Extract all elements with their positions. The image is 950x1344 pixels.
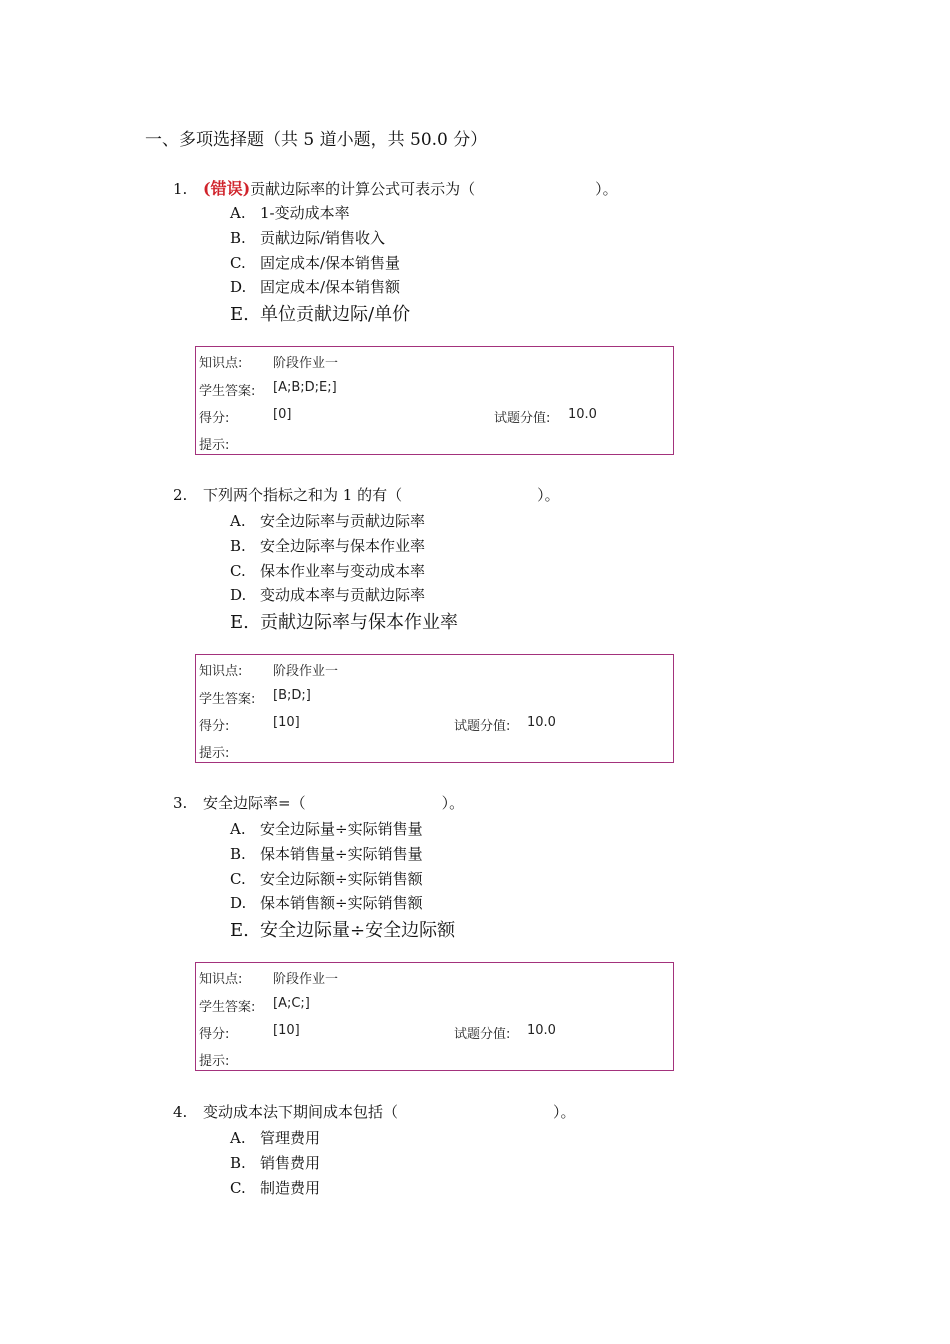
- hint-label: 提示:: [199, 438, 230, 453]
- option-a: A. 安全边际率与贡献边际率: [230, 512, 426, 530]
- option-a: A. 安全边际量÷实际销售量: [230, 820, 423, 838]
- option-e: E. 安全边际量÷安全边际额: [230, 920, 456, 941]
- question-number: 1.: [173, 180, 188, 198]
- question-text: 贡献边际率的计算公式可表示为（: [250, 180, 476, 198]
- option-d: D. 变动成本率与贡献边际率: [230, 586, 426, 604]
- item-score-value: 10.0: [527, 1023, 556, 1038]
- student-answer-label: 学生答案:: [199, 1000, 256, 1015]
- score-value: [10]: [273, 1023, 300, 1038]
- question-end: ）。: [537, 486, 560, 504]
- option-d: D. 保本销售额÷实际销售额: [230, 894, 423, 912]
- question-number: 3.: [173, 794, 188, 812]
- section-title: 一、多项选择题（共 5 道小题，共 50.0 分）: [145, 130, 488, 150]
- knowledge-value: 阶段作业一: [273, 356, 339, 371]
- info-box: [195, 962, 674, 1071]
- knowledge-label: 知识点:: [199, 356, 243, 371]
- option-c: C. 固定成本/保本销售量: [230, 254, 401, 272]
- item-score-value: 10.0: [527, 715, 556, 730]
- question-number: 4.: [173, 1103, 188, 1121]
- option-c: C. 安全边际额÷实际销售额: [230, 870, 423, 888]
- question-3: [173, 792, 464, 813]
- score-value: [10]: [273, 715, 300, 730]
- option-b: B. 贡献边际/销售收入: [230, 229, 386, 247]
- option-e: E. 贡献边际率与保本作业率: [230, 612, 458, 633]
- hint-label: 提示:: [199, 1054, 230, 1069]
- knowledge-label: 知识点:: [199, 664, 243, 679]
- option-b: B. 保本销售量÷实际销售量: [230, 845, 423, 863]
- question-1: [173, 176, 618, 199]
- option-c: C. 保本作业率与变动成本率: [230, 562, 426, 580]
- student-answer-value: [A;C;]: [273, 996, 310, 1011]
- hint-label: 提示:: [199, 746, 230, 761]
- info-box: [195, 654, 674, 763]
- question-number: 2.: [173, 486, 188, 504]
- score-label: 得分:: [199, 411, 230, 426]
- info-box: [195, 346, 674, 455]
- student-answer-label: 学生答案:: [199, 384, 256, 399]
- option-a: A. 1-变动成本率: [230, 204, 350, 222]
- option-c: C. 制造费用: [230, 1179, 321, 1197]
- question-end: ）。: [441, 794, 465, 812]
- question-end: ）。: [553, 1103, 576, 1121]
- question-end: ）。: [595, 180, 618, 198]
- option-b: B. 安全边际率与保本作业率: [230, 537, 426, 555]
- student-answer-value: [A;B;D;E;]: [273, 380, 337, 395]
- score-label: 得分:: [199, 719, 230, 734]
- item-score-label: 试题分值:: [454, 719, 511, 734]
- wrong-tag: (错误): [203, 179, 251, 198]
- student-answer-label: 学生答案:: [199, 692, 256, 707]
- item-score-label: 试题分值:: [494, 411, 551, 426]
- option-e: E. 单位贡献边际/单价: [230, 304, 411, 325]
- question-4: [173, 1101, 576, 1122]
- question-text: 变动成本法下期间成本包括（: [203, 1103, 399, 1121]
- knowledge-value: 阶段作业一: [273, 664, 339, 679]
- student-answer-value: [B;D;]: [273, 688, 311, 703]
- question-text: 下列两个指标之和为 1 的有（: [203, 486, 403, 504]
- score-value: [0]: [273, 407, 292, 422]
- item-score-value: 10.0: [568, 407, 597, 422]
- score-label: 得分:: [199, 1027, 230, 1042]
- knowledge-value: 阶段作业一: [273, 972, 339, 987]
- question-2: [173, 484, 560, 505]
- option-a: A. 管理费用: [230, 1129, 321, 1147]
- option-b: B. 销售费用: [230, 1154, 321, 1172]
- knowledge-label: 知识点:: [199, 972, 243, 987]
- question-text: 安全边际率=（: [203, 794, 306, 812]
- option-d: D. 固定成本/保本销售额: [230, 278, 401, 296]
- item-score-label: 试题分值:: [454, 1027, 511, 1042]
